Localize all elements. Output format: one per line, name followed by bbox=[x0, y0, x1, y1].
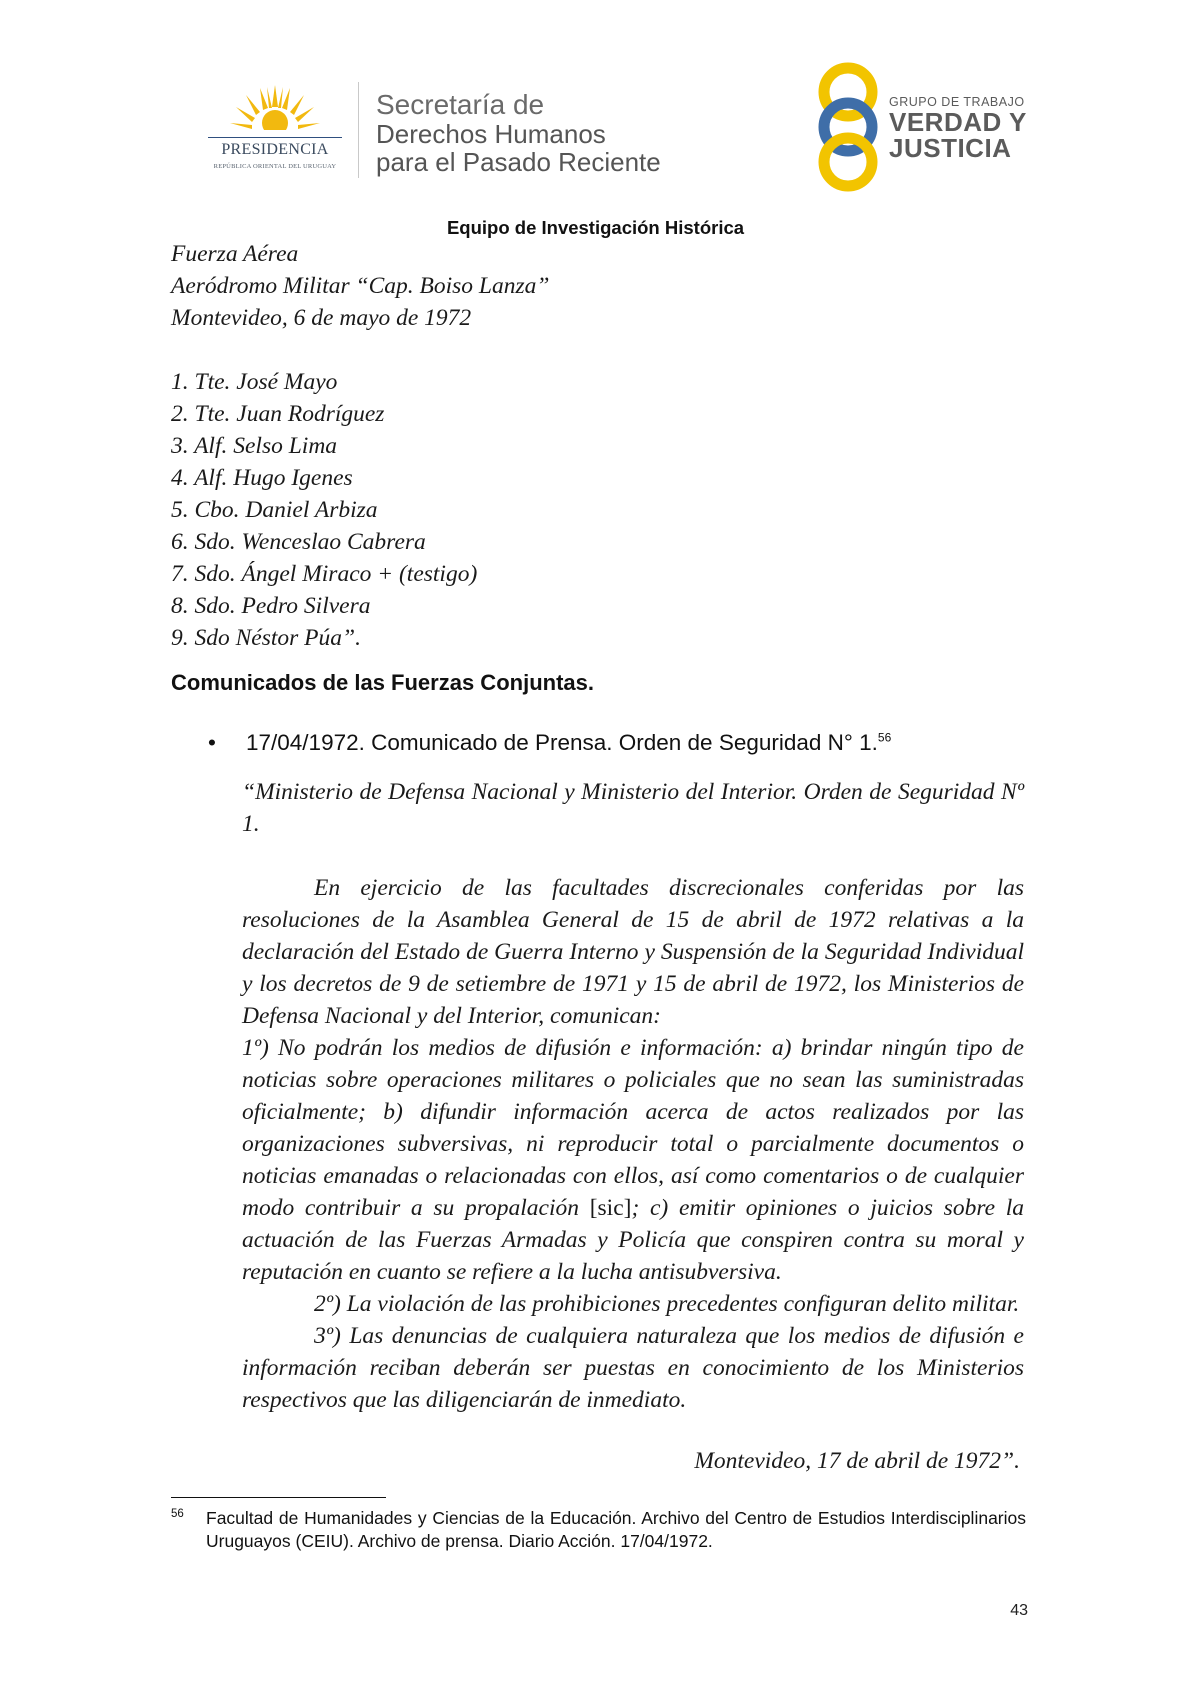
address-line2: Aeródromo Militar “Cap. Boiso Lanza” bbox=[171, 273, 550, 299]
presidencia-rule bbox=[208, 137, 342, 138]
presidencia-logo bbox=[200, 83, 360, 178]
header-divider bbox=[358, 82, 359, 178]
list-item: 6. Sdo. Wenceslao Cabrera bbox=[171, 529, 426, 555]
list-item: 2. Tte. Juan Rodríguez bbox=[171, 401, 385, 427]
list-item: 4. Alf. Hugo Igenes bbox=[171, 465, 353, 491]
list-item: 8. Sdo. Pedro Silvera bbox=[171, 593, 371, 619]
footnote-number: 56 bbox=[171, 1508, 184, 1520]
quote-text: 1º) No podrán los medios de difusión e información: a) brindar ningún tipo de noticias sobre operaciones militares o policiales que no sean las suministradas oficialmente; b) difundir información acerca de actos realizados por las organizaciones subversivas, ni reproducir total o parcialmente documentos o noticias emanadas o relacionadas con ellos, así como comentarios o de cualquier modo contribuir a su propalación bbox=[242, 1035, 1024, 1221]
section-title: Comunicados de las Fuerzas Conjuntas. bbox=[171, 670, 594, 695]
list-item: 3. Alf. Selso Lima bbox=[171, 433, 338, 459]
quote-paragraph: En ejercicio de las facultades discrecionales conferidas por las resoluciones de la Asamblea General de 15 de abril de 1972 relativas a la declaración del Estado de Guerra Interno y Suspensión de la Seguridad Individual y los decretos de 9 de setiembre de 1971 y 15 de abril de 1972, los Ministerios de Defensa Nacional y del Interior, comunican: bbox=[242, 875, 1024, 1029]
grupo-line2: VERDAD Y bbox=[889, 107, 1027, 137]
quote-paragraph: 3º) Las denuncias de cualquiera naturaleza que los medios de difusión e información reciban deberán ser puestas en conocimiento de los Ministerios respectivos que las diligenciarán de inmediato. bbox=[242, 1323, 1024, 1413]
quote-paragraph: 2º) La violación de las prohibiciones precedentes configuran delito militar. bbox=[314, 1291, 1020, 1317]
names-list bbox=[171, 366, 477, 654]
address-line3: Montevideo, 6 de mayo de 1972 bbox=[171, 305, 472, 331]
address-block bbox=[171, 238, 549, 334]
list-item: 1. Tte. José Mayo bbox=[171, 369, 338, 395]
sun-emblem-icon bbox=[200, 83, 350, 139]
list-item: 5. Cbo. Daniel Arbiza bbox=[171, 497, 378, 523]
quote-body bbox=[242, 872, 1024, 1416]
footnote-text: Facultad de Humanidades y Ciencias de la Educación. Archivo del Centro de Estudios Interdisciplinarios Uruguayos (CEIU). Archivo de prensa. Diario Acción. 17/04/1972. bbox=[206, 1508, 1026, 1551]
list-item: 7. Sdo. Ángel Miraco + (testigo) bbox=[171, 561, 478, 587]
grupo-line3: JUSTICIA bbox=[889, 133, 1012, 163]
bullet-text: 17/04/1972. Comunicado de Prensa. Orden de Seguridad N° 1. bbox=[246, 730, 878, 755]
sic-marker: [sic] bbox=[589, 1195, 632, 1221]
footnote-separator bbox=[171, 1497, 386, 1498]
quote-text: ; c) emitir opiniones o juicios sobre la actuación de las Fuerzas Armadas y Policía que conspiren contra su moral y reputación en cuanto se refiere a la lucha antisubversiva. bbox=[242, 1195, 1025, 1285]
presidencia-name: PRESIDENCIA bbox=[221, 141, 329, 158]
secretaria-line1: Secretaría de bbox=[376, 89, 545, 120]
quote-paragraph bbox=[242, 1032, 1024, 1288]
bullet-text-wrap bbox=[246, 730, 891, 756]
team-heading: Equipo de Investigación Histórica bbox=[446, 217, 745, 238]
list-item: 9. Sdo Néstor Púa”. bbox=[171, 625, 361, 651]
secretaria-line3: para el Pasado Reciente bbox=[376, 147, 661, 177]
secretaria-logo-text bbox=[376, 90, 661, 176]
grupo-logo-text bbox=[889, 95, 1027, 161]
page-number: 43 bbox=[1010, 1602, 1028, 1619]
secretaria-line2: Derechos Humanos bbox=[376, 119, 606, 149]
quote-heading: “Ministerio de Defensa Nacional y Ministerio del Interior. Orden de Seguridad Nº 1. bbox=[242, 779, 1024, 837]
bullet-marker: • bbox=[208, 730, 216, 755]
quote-closing: Montevideo, 17 de abril de 1972”. bbox=[694, 1448, 1020, 1474]
grupo-line1: GRUPO DE TRABAJO bbox=[889, 95, 1025, 109]
footnote-ref[interactable]: 56 bbox=[877, 730, 892, 745]
presidencia-subtitle: REPÚBLICA ORIENTAL DEL URUGUAY bbox=[213, 163, 337, 170]
address-line1: Fuerza Aérea bbox=[171, 241, 299, 267]
